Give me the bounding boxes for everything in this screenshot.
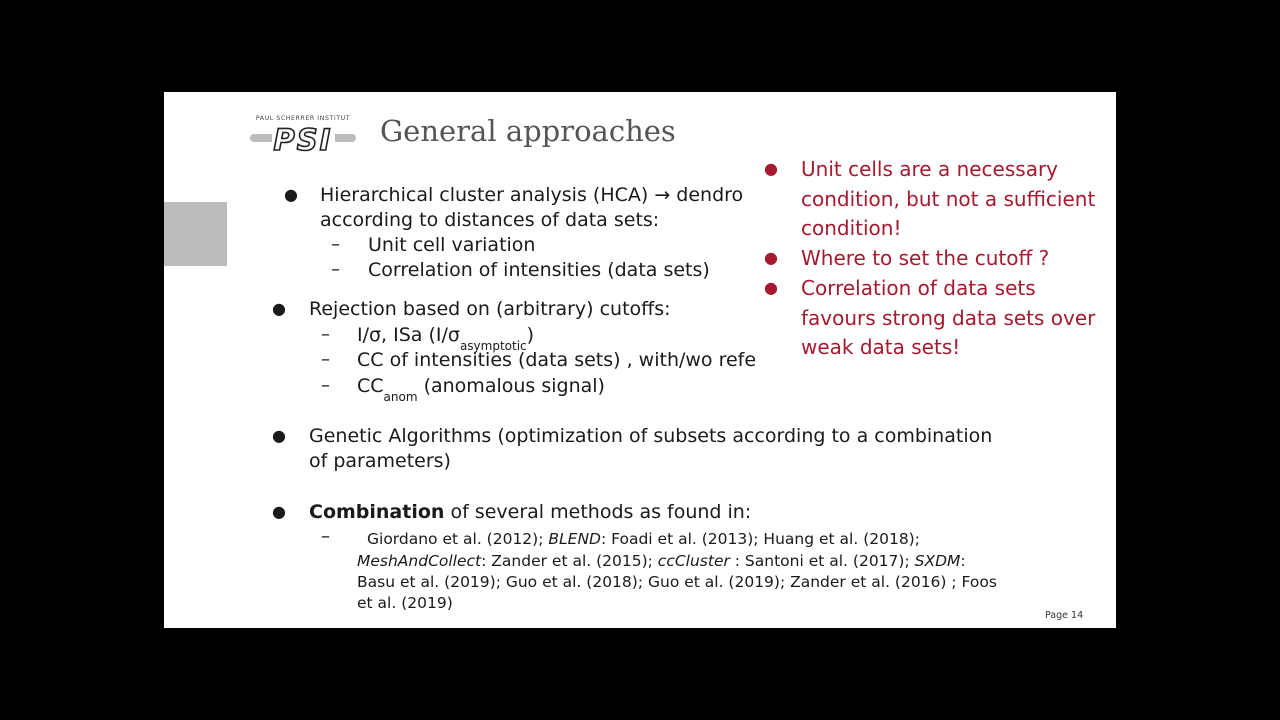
page-number: Page 14	[1045, 610, 1084, 621]
ref-line3: Basu et al. (2019); Guo et al. (2018); Guo et al. (2019); Zander et al. (2016) ; Foos	[357, 573, 997, 591]
decorative-grey-block	[164, 202, 227, 266]
dash: –	[331, 234, 340, 255]
red-bullet-dot: ●	[764, 159, 778, 178]
red-b3-l1: Correlation of data sets	[801, 276, 1036, 300]
dash: –	[321, 324, 330, 345]
bullet-dot: ●	[272, 426, 286, 445]
red-b2-l1: Where to set the cutoff ?	[801, 246, 1050, 270]
red-b3-l3: weak data sets!	[801, 335, 961, 359]
hca-sub2: Correlation of intensities (data sets)	[368, 259, 710, 281]
bullet-dot: ●	[272, 299, 286, 318]
red-bullet-dot: ●	[764, 278, 778, 297]
hca-line1: Hierarchical cluster analysis (HCA) → dendro	[320, 184, 744, 206]
comb-line: Combination of several methods as found in:	[309, 501, 752, 523]
logo-top-text: PAUL SCHERRER INSTITUT	[255, 115, 351, 122]
ga-line2: of parameters)	[309, 450, 451, 472]
ref-line1: Giordano et al. (2012); BLEND: Foadi et al. (2013); Huang et al. (2018);	[367, 530, 920, 548]
red-b3-l2: favours strong data sets over	[801, 306, 1096, 330]
rej-sub3: $CC_{anom}$ (anomalous signal)	[357, 375, 605, 404]
page-title: General approaches	[380, 114, 676, 148]
bullet-dot: ●	[272, 502, 286, 521]
rej-sub2: CC of intensities (data sets) , with/wo refe	[357, 349, 757, 371]
rej-line: Rejection based on (arbitrary) cutoffs:	[309, 298, 671, 320]
dash: –	[321, 375, 330, 396]
dash: –	[321, 526, 330, 547]
red-b1-l1: Unit cells are a necessary	[801, 157, 1059, 181]
red-b1-l3: condition!	[801, 216, 902, 240]
dash: –	[321, 349, 330, 370]
bullet-dot: ●	[284, 185, 298, 204]
dash: –	[331, 259, 340, 280]
hca-sub1: Unit cell variation	[368, 234, 536, 256]
rej-sub1: I/σ, ISa $(I/\sigma_{asymptotic})$	[357, 324, 535, 353]
ref-line2: MeshAndCollect: Zander et al. (2015); ccCluster : Santoni et al. (2017); SXDM:	[357, 552, 966, 570]
red-b1-l2: condition, but not a sufficient	[801, 187, 1096, 211]
ga-line1: Genetic Algorithms (optimization of subsets according to a combination	[309, 425, 993, 447]
red-bullet-dot: ●	[764, 248, 778, 267]
slide	[164, 92, 1116, 628]
logo-text: PSI	[273, 123, 333, 154]
hca-line2: according to distances of data sets:	[320, 209, 660, 231]
ref-line4: et al. (2019)	[357, 594, 453, 612]
psi-logo	[250, 114, 356, 154]
